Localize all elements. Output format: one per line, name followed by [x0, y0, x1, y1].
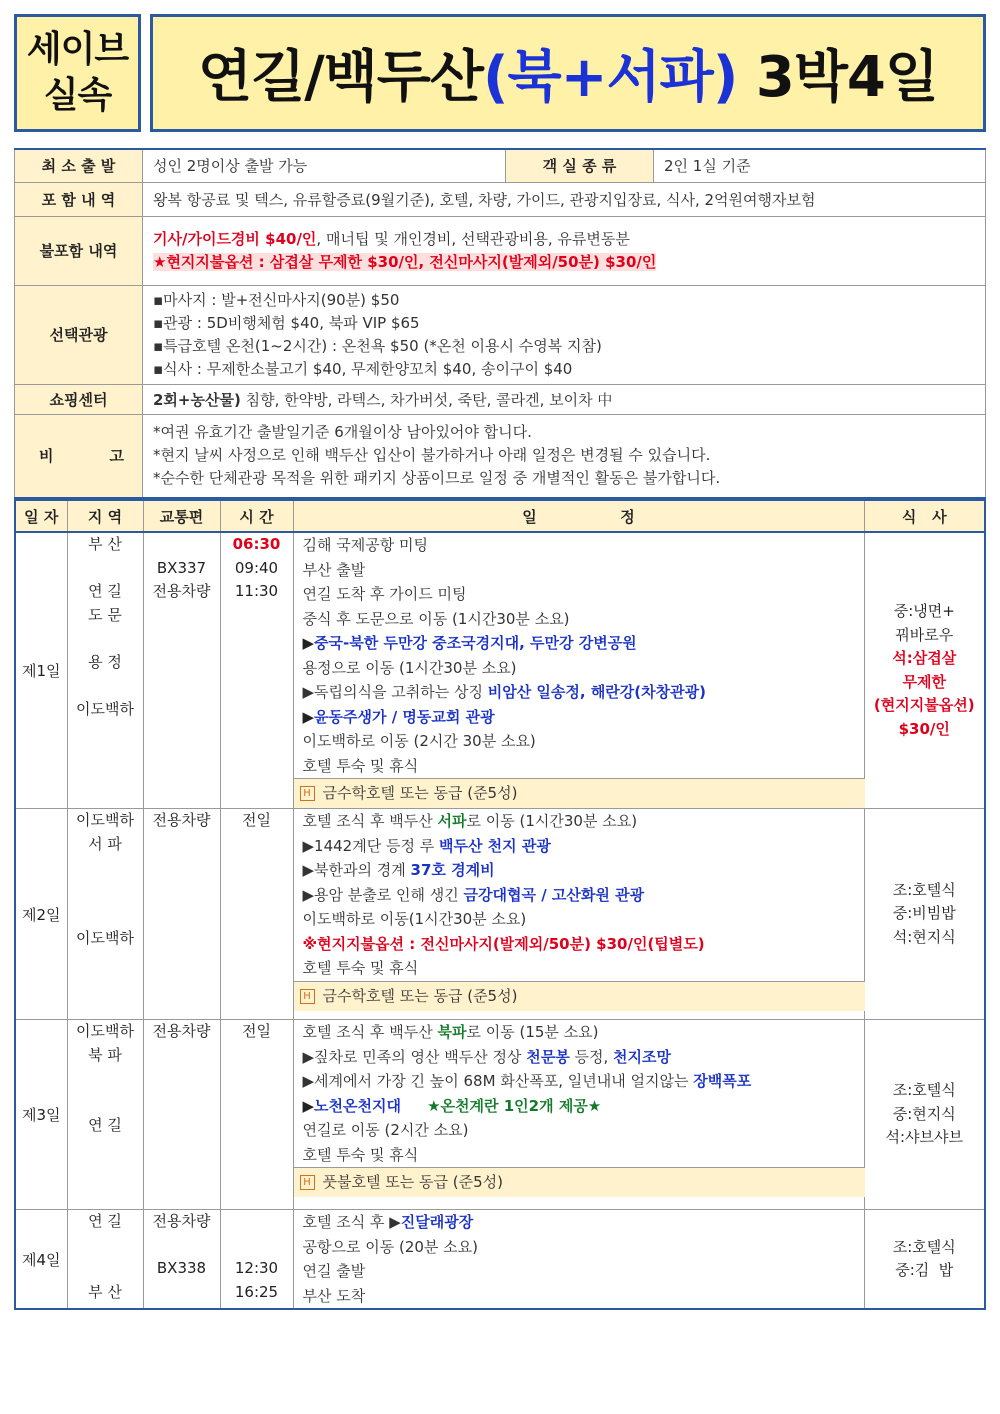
itinerary-line	[303, 907, 864, 932]
day-row	[15, 1210, 985, 1310]
badge-line2: 실속	[43, 75, 112, 116]
meal-item: (현지지불옵션)	[873, 696, 975, 714]
itinerary-text: ▶용암 분출로 인해 생긴	[302, 885, 464, 904]
itinerary-line	[303, 1259, 864, 1284]
itinerary-text: 이도백하로 이동(1시간30분 소요)	[302, 910, 527, 928]
itinerary-cell	[293, 532, 864, 809]
itinerary-text: 진달래광장	[400, 1213, 474, 1231]
itinerary-text: 윤동주생가 / 명동교회 관광	[314, 707, 495, 726]
notes	[143, 414, 986, 498]
itinerary-text: 용정으로 이동 (1시간30분 소요)	[302, 658, 517, 677]
meal-item: 석:현지식	[892, 927, 956, 946]
itinerary-text: 천지조망	[613, 1047, 671, 1066]
region: 북 파	[88, 1045, 122, 1064]
transport: BX337	[156, 558, 207, 577]
itinerary-line	[303, 582, 864, 607]
note-label: 비 고	[15, 414, 143, 498]
meal-item: 꿔바로우	[895, 625, 954, 644]
room-label: 객 실 종 류	[506, 149, 654, 182]
itinerary-line	[303, 1210, 864, 1235]
itinerary-line	[303, 1045, 864, 1070]
region	[68, 1234, 143, 1258]
optional-item: ▪마사지 : 발+전신마사지(90분) $50	[153, 290, 400, 309]
region-cell	[67, 809, 143, 1020]
itinerary-text: ▶북한과의 경계	[302, 861, 411, 879]
hotel-icon: H	[300, 1175, 315, 1190]
hotel-icon: H	[300, 989, 315, 1004]
itinerary-text: 중국-북한 두만강 중조국경지대, 두만강 강변공원	[314, 634, 637, 652]
time-cell	[220, 532, 293, 809]
itinerary-text: 호텔 투숙 및 휴식	[302, 959, 419, 977]
itinerary-line	[303, 754, 864, 779]
itinerary-line	[303, 558, 864, 583]
time: 09:40	[234, 558, 279, 577]
room-value: 2인 1실 기준	[654, 149, 986, 182]
itinerary-text: 부산 출발	[302, 560, 366, 579]
itinerary-text: 연길로 이동 (2시간 소요)	[302, 1121, 469, 1139]
itinerary-text: 장백폭포	[693, 1072, 752, 1090]
meal-item: 조:호텔식	[892, 1237, 956, 1256]
note-item: *여권 유효기간 출발일기준 6개월이상 남아있어야 합니다.	[153, 423, 532, 442]
itinerary-line	[303, 656, 864, 681]
optional-list	[143, 285, 986, 384]
col-itinerary: 일 정	[293, 500, 864, 532]
itinerary-text: 로 이동 (1시간30분 소요)	[466, 812, 638, 830]
hotel-name: 풋불호텔 또는 동급 (준5성)	[322, 1173, 503, 1191]
col-meal: 식 사	[864, 500, 985, 532]
include-value: 왕복 항공료 및 텍스, 유류할증료(9월기준), 호텔, 차량, 가이드, 관광지입장료, 식사, 2억원여행자보험	[143, 182, 986, 216]
time: 06:30	[232, 535, 281, 553]
transport: 전용차량	[152, 1212, 211, 1230]
time: 전일	[242, 811, 271, 829]
local-option-note: ★현지지불옵션 : 삼겹살 무제한 $30/인, 전신마사지(발제외/50분) $30/인	[153, 252, 657, 271]
meal-cell	[864, 1210, 985, 1310]
itinerary-text: ※현지지불옵션 : 전신마사지(발제외/50분) $30/인(팁별도)	[302, 934, 705, 953]
itinerary-text: 37호 경계비	[410, 861, 495, 879]
itinerary-text: 연길 출발	[302, 1262, 366, 1280]
min-depart-value: 성인 2명이상 출발 가능	[143, 149, 506, 182]
itinerary-line	[303, 1235, 864, 1260]
col-transport: 교통편	[143, 500, 220, 532]
itinerary-text: 노천온천지대	[314, 1096, 401, 1115]
shopping-count: 2회+농산물)	[153, 390, 241, 409]
hotel-icon: H	[300, 786, 315, 801]
hotel-info	[294, 1167, 865, 1197]
itinerary-line	[303, 932, 864, 957]
itinerary-line	[303, 834, 864, 859]
itinerary-text: ▶세계에서 가장 긴 높이 68M 화산폭포, 일년내내 얼지않는	[302, 1072, 694, 1090]
region: 이도백하	[76, 1022, 134, 1040]
itinerary-line	[303, 1020, 864, 1045]
hotel-info	[294, 981, 865, 1011]
col-day: 일 자	[15, 500, 67, 532]
meal-item: 무제한	[902, 672, 946, 691]
itinerary-line	[303, 1284, 864, 1309]
hotel-name: 금수학호텔 또는 동급 (준5성)	[322, 784, 518, 802]
meal-item: 중:냉면+	[893, 602, 955, 620]
region: 용 정	[88, 652, 122, 671]
itinerary-text: 김해 국제공항 미팅	[302, 536, 428, 554]
time	[221, 1210, 293, 1234]
time-cell	[220, 1020, 293, 1210]
transport: 전용차량	[152, 582, 211, 600]
itinerary-text: 천문봉	[526, 1047, 570, 1066]
itinerary-cell	[293, 1210, 864, 1310]
itinerary-text: ▶독립의식을 고취하는 상징	[302, 683, 488, 701]
itinerary-text: 북파	[437, 1023, 467, 1041]
meal-item: 석:삼겹살	[892, 649, 957, 667]
itinerary-text: 금강대협곡 / 고산화원 관광	[463, 885, 645, 904]
itinerary-text: 비암산 일송정, 해란강(차창관광)	[487, 683, 706, 701]
optional-label: 선택관광	[15, 285, 143, 384]
transport	[144, 1234, 220, 1258]
col-region: 지 역	[67, 500, 143, 532]
itinerary-line	[303, 631, 864, 656]
transport: BX338	[156, 1259, 207, 1277]
note-item: *현지 날씨 사정으로 인해 백두산 입산이 불가하거나 아래 일정은 변경될 수 있습니다.	[153, 446, 711, 465]
itinerary-line	[303, 956, 864, 981]
min-depart-label: 최 소 출 발	[15, 149, 143, 182]
itinerary-text: ▶	[302, 1096, 315, 1115]
region: 연 길	[88, 1212, 122, 1230]
product-badge	[14, 14, 141, 132]
region-cell	[67, 1020, 143, 1210]
itinerary-line	[303, 883, 864, 908]
itinerary-text: ★온천계란 1인2개 제공★	[401, 1096, 602, 1115]
shopping-label: 쇼핑센터	[15, 384, 143, 414]
region-cell	[67, 1210, 143, 1310]
itinerary-text: 공항으로 이동 (20분 소요)	[302, 1237, 479, 1256]
info-table	[14, 148, 986, 499]
region	[68, 1067, 143, 1091]
itinerary-text: 중식 후 도문으로 이동 (1시간30분 소요)	[302, 609, 570, 628]
itinerary-text: ▶	[302, 634, 315, 652]
note-item: *순수한 단체관광 목적을 위한 패키지 상품이므로 일정 중 개별적인 활동은 불가합니다.	[153, 469, 721, 488]
transport	[144, 533, 220, 557]
itinerary-text: ▶짚차로 민족의 영산 백두산 정상	[302, 1047, 527, 1066]
itinerary-line	[303, 858, 864, 883]
region	[68, 674, 143, 698]
itinerary-text: 로 이동 (15분 소요)	[466, 1023, 599, 1041]
optional-item: ▪특급호텔 온천(1~2시간) : 온천욕 $50 (*온천 이용시 수영복 지참)	[153, 336, 602, 355]
itinerary-cell	[293, 1020, 864, 1210]
itinerary-line	[303, 1094, 864, 1119]
guide-fee: 기사/가이드경비 $40/인	[153, 229, 317, 248]
itinerary-line	[303, 1118, 864, 1143]
transport-cell	[143, 809, 220, 1020]
day-label: 제2일	[15, 809, 67, 1020]
time: 16:25	[234, 1282, 279, 1301]
itinerary-line	[303, 1069, 864, 1094]
title-duration: 3박4일	[737, 45, 938, 110]
region-cell	[67, 532, 143, 809]
meal-item: 조:호텔식	[892, 1081, 956, 1100]
hotel-info	[294, 778, 865, 808]
itinerary-cell	[293, 809, 864, 1020]
itinerary-text: ▶	[302, 707, 315, 726]
meal-cell	[864, 809, 985, 1020]
time-cell	[220, 809, 293, 1020]
optional-item: ▪관광 : 5D비행체험 $40, 북파 VIP $65	[153, 313, 420, 332]
day-row	[15, 809, 985, 1020]
day-row	[15, 532, 985, 809]
hotel-name: 금수학호텔 또는 동급 (준5성)	[322, 986, 518, 1005]
meal-item: 중:김 밥	[895, 1261, 954, 1279]
region: 도 문	[88, 605, 122, 624]
day-row	[15, 1020, 985, 1210]
itinerary-text: 호텔 조식 후 ▶	[302, 1213, 401, 1231]
itinerary-text: ▶1442계단 등정 루	[302, 836, 439, 855]
region	[68, 903, 143, 927]
meal-cell	[864, 1020, 985, 1210]
itinerary-text: 호텔 투숙 및 휴식	[302, 1145, 419, 1164]
exclude-rest: , 매너팁 및 개인경비, 선택관광비용, 유류변동분	[316, 229, 630, 248]
day-label: 제3일	[15, 1020, 67, 1210]
optional-item: ▪식사 : 무제한소불고기 $40, 무제한양꼬치 $40, 송이구이 $40	[153, 359, 573, 378]
region	[68, 1091, 143, 1115]
meal-item: 중:비빔밥	[892, 904, 956, 923]
itinerary-line	[303, 729, 864, 754]
shopping-items: 침향, 한약방, 라텍스, 차가버섯, 죽탄, 콜라겐, 보이차 中	[240, 390, 613, 409]
day-label: 제4일	[15, 1210, 67, 1310]
itinerary-line	[303, 607, 864, 632]
itinerary-line	[303, 533, 864, 558]
badge-line1: 세이브	[26, 29, 129, 70]
region: 연 길	[88, 582, 122, 600]
itinerary-line	[303, 1143, 864, 1168]
time	[221, 1234, 293, 1258]
time: 12:30	[234, 1259, 279, 1277]
itinerary-line	[303, 809, 864, 834]
transport-cell	[143, 532, 220, 809]
region	[68, 1257, 143, 1281]
itinerary-text: 호텔 조식 후 백두산	[302, 1023, 438, 1041]
region: 이도백하	[76, 928, 134, 947]
meal-item: 석:샤브샤브	[885, 1128, 963, 1147]
transport: 전용차량	[152, 1022, 211, 1040]
meal-item: 중:현지식	[892, 1104, 956, 1123]
col-time: 시 간	[220, 500, 293, 532]
itinerary-text: 등정,	[569, 1047, 614, 1066]
shopping-value	[143, 384, 986, 414]
region: 부 산	[88, 535, 122, 553]
page-title	[150, 14, 986, 132]
itinerary-line	[303, 705, 864, 730]
title-destination: 연길/백두산	[198, 45, 483, 110]
transport: 전용차량	[152, 811, 211, 829]
time-cell	[220, 1210, 293, 1310]
include-label: 포 함 내 역	[15, 182, 143, 216]
meal-item: $30/인	[898, 719, 950, 738]
schedule-table	[14, 499, 986, 1310]
itinerary-line	[303, 680, 864, 705]
region	[68, 627, 143, 651]
itinerary-text: 백두산 천지 관광	[438, 836, 551, 855]
transport-cell	[143, 1020, 220, 1210]
itinerary-text: 호텔 투숙 및 휴식	[302, 756, 419, 775]
itinerary-text: 서파	[437, 812, 467, 830]
region: 연 길	[88, 1116, 122, 1134]
region: 이도백하	[76, 699, 134, 718]
itinerary-text: 연길 도착 후 가이드 미팅	[302, 585, 467, 603]
time: 전일	[242, 1022, 271, 1040]
meal-item: 조:호텔식	[892, 880, 956, 899]
exclude-value	[143, 216, 986, 285]
region	[68, 856, 143, 880]
region: 서 파	[88, 834, 122, 853]
itinerary-text: 부산 도착	[302, 1286, 366, 1305]
title-route: (북+서파)	[482, 45, 738, 110]
meal-cell	[864, 532, 985, 809]
itinerary-text: 이도백하로 이동 (2시간 30분 소요)	[302, 732, 536, 750]
region: 부 산	[88, 1282, 122, 1301]
exclude-label: 불포함 내역	[15, 216, 143, 285]
time: 11:30	[234, 582, 279, 600]
day-label: 제1일	[15, 532, 67, 809]
region	[68, 880, 143, 904]
region	[68, 557, 143, 581]
transport-cell	[143, 1210, 220, 1310]
region: 이도백하	[76, 811, 134, 829]
itinerary-text: 호텔 조식 후 백두산	[302, 812, 438, 830]
